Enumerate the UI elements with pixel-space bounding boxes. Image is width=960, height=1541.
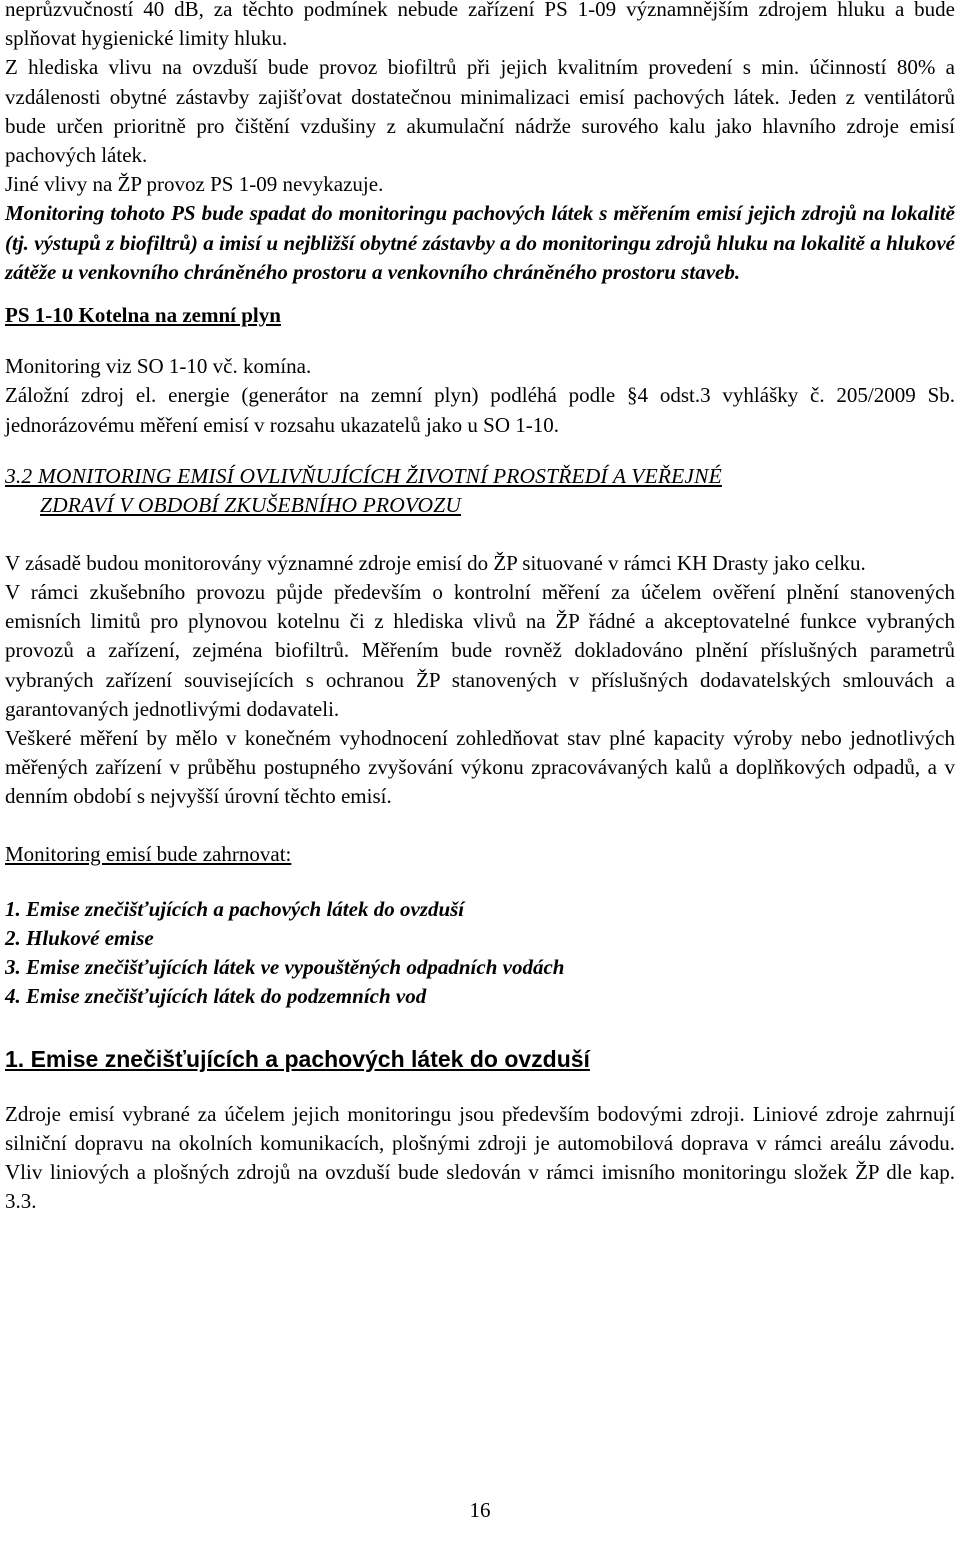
paragraph-monitoring-ps: Monitoring tohoto PS bude spadat do monitoringu pachových látek s měřením emisí jejich zdrojů na lokalitě (tj. výstupů z biofiltrů) a imisí u nejbližší obytné zástavby a do monitoringu zdrojů hluku na lokalitě a hlukové zátěže u venkovního chráněného prostoru a venkovního chráněného prostoru staveb.: [5, 201, 955, 284]
heading-section-1: 1. Emise znečišťujících a pachových látek do ovzduší: [5, 1045, 590, 1072]
list-item: 2. Hlukové emise: [5, 926, 154, 951]
paragraph-biofilter-air: Z hlediska vlivu na ovzduší bude provoz biofiltrů při jejich kvalitním provedení s min. účinností 80% a vzdálenosti obytné zástavby zajišťovat dostatečnou minimalizaci emisí pachových látek. Jeden z ventilátorů bude určen prioritně pro čištění vzdušiny z akumulační nádrže surového kalu jako hlavního zdroje emisí pachových látek.: [5, 55, 955, 168]
heading-ps-1-10: PS 1-10 Kotelna na zemní plyn: [5, 303, 281, 328]
paragraph-measurement: Veškeré měření by mělo v konečném vyhodnocení zohledňovat stav plné kapacity výroby nebo jednotlivých měřených zařízení v průběhu postupného zvyšování výkonu zpracovávaných kalů a doplňkových odpadů, a v denním období s nejvyšší úrovní těchto emisí.: [5, 726, 955, 809]
heading-section-3-2-line2: ZDRAVÍ V OBDOBÍ ZKUŠEBNÍHO PROVOZU: [40, 493, 462, 518]
heading-section-3-2: [5, 462, 955, 521]
paragraph-backup-source: Záložní zdroj el. energie (generátor na zemní plyn) podléhá podle §4 odst.3 vyhlášky č. 205/2009 Sb. jednorázovému měření emisí v rozsahu ukazatelů jako u SO 1-10.: [5, 383, 955, 437]
list-intro: Monitoring emisí bude zahrnovat:: [5, 841, 292, 866]
paragraph-noise-insulation: neprůzvučností 40 dB, za těchto podmínek nebude zařízení PS 1-09 významnějším zdrojem hluku a bude splňovat hygienické limity hluku.: [5, 0, 955, 51]
paragraph-emission-sources: Zdroje emisí vybrané za účelem jejich monitoringu jsou především bodovými zdroji. Liniové zdroje zahrnují silniční dopravu na okolních komunikacích, plošnými zdroji je automobilová doprava v rámci areálu závodu. Vliv liniových a plošných zdrojů na ovzduší bude sledován v rámci imisního monitoringu složek ŽP dle kap. 3.3.: [5, 1101, 955, 1214]
list-item: 3. Emise znečišťujících látek ve vypouštěných odpadních vodách: [5, 955, 565, 980]
paragraph-principle: V zásadě budou monitorovány významné zdroje emisí do ŽP situované v rámci KH Drasty jako celku.: [5, 550, 866, 575]
list-item: 1. Emise znečišťujících a pachových látek do ovzduší: [5, 896, 465, 921]
paragraph-other-impacts: Jiné vlivy na ŽP provoz PS 1-09 nevykazuje.: [5, 172, 384, 197]
list-item: 4. Emise znečišťujících látek do podzemních vod: [5, 984, 427, 1009]
page-number: 16: [469, 1498, 491, 1522]
paragraph-monitoring-chimney: Monitoring viz SO 1-10 vč. komína.: [5, 354, 312, 379]
document-page: [5, 0, 955, 1217]
emissions-list: [5, 895, 955, 1012]
heading-section-3-2-line1: 3.2 MONITORING EMISÍ OVLIVŇUJÍCÍCH ŽIVOTNÍ PROSTŘEDÍ A VEŘEJNÉ: [5, 463, 722, 488]
paragraph-trial-operation: V rámci zkušebního provozu půjde především o kontrolní měření za účelem ověření plnění stanovených emisních limitů pro plynovou kotelnu či z hlediska vlivů na ŽP řádné a akceptovatelné funkce vybraných provozů a zařízení, zejména biofiltrů. Měřením bude rovněž dokladováno plnění příslušných parametrů vybraných zařízení souvisejících s ochranou ŽP stanovených v příslušných dodavatelských smlouvách a garantovaných jednotlivými dodavateli.: [5, 580, 955, 721]
